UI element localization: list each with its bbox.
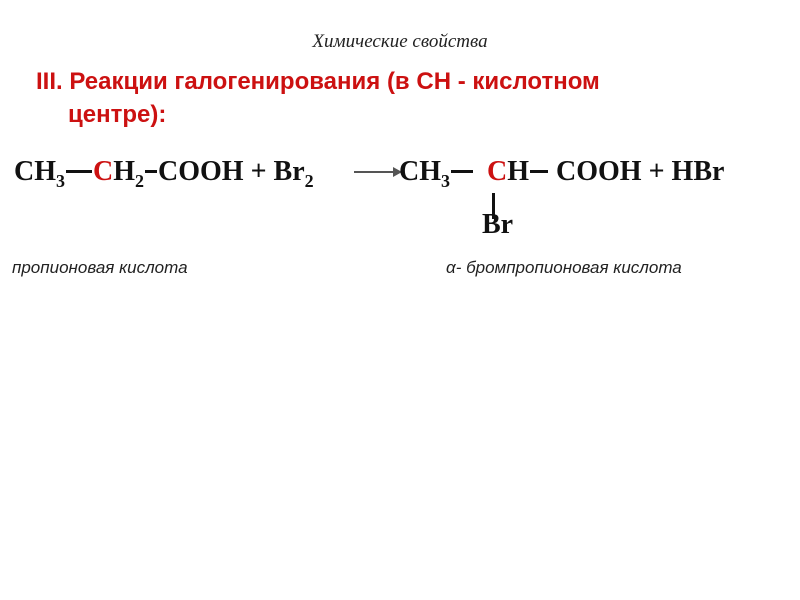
plus-sign-2: +: [648, 156, 665, 187]
bond-3: [451, 170, 473, 173]
bond-4: [530, 170, 548, 173]
product-ch3: CH: [399, 156, 441, 187]
reactant-ch3-subscript: 3: [56, 171, 65, 191]
product-ch3-subscript: 3: [441, 171, 450, 191]
slide-title: Химические свойства: [312, 31, 488, 52]
product-formula: [399, 152, 724, 192]
product-ch-hydrogen: H: [507, 156, 530, 187]
reactant-ch3: CH: [14, 156, 56, 187]
product-cooh: COOH: [556, 156, 642, 187]
section-heading-line1: III. Реакции галогенирования (в СН - кислотном: [36, 68, 600, 95]
reactant-formula: [14, 152, 314, 192]
product-br-substituent: Br: [482, 209, 514, 240]
reagent-br: Br: [273, 156, 305, 187]
product-name-caption: α- бромпропионовая кислота: [446, 258, 682, 277]
reactant-ch2-hydrogen: H: [113, 156, 136, 187]
bond-2: [145, 170, 157, 173]
reactant-ch2-subscript: 2: [135, 171, 145, 191]
byproduct-hbr: HBr: [671, 156, 725, 187]
section-heading-line2: центре):: [68, 101, 167, 128]
section-heading: [36, 65, 756, 131]
bond-1: [66, 170, 92, 173]
product-ch-carbon: C: [487, 156, 508, 187]
reactant-cooh: COOH: [158, 156, 244, 187]
reactant-ch2-carbon: C: [93, 156, 114, 187]
reaction-arrow-line: [354, 171, 394, 173]
plus-sign-1: +: [250, 156, 267, 187]
reagent-subscript: 2: [304, 171, 314, 191]
reactant-name-caption: пропионовая кислота: [12, 258, 188, 277]
